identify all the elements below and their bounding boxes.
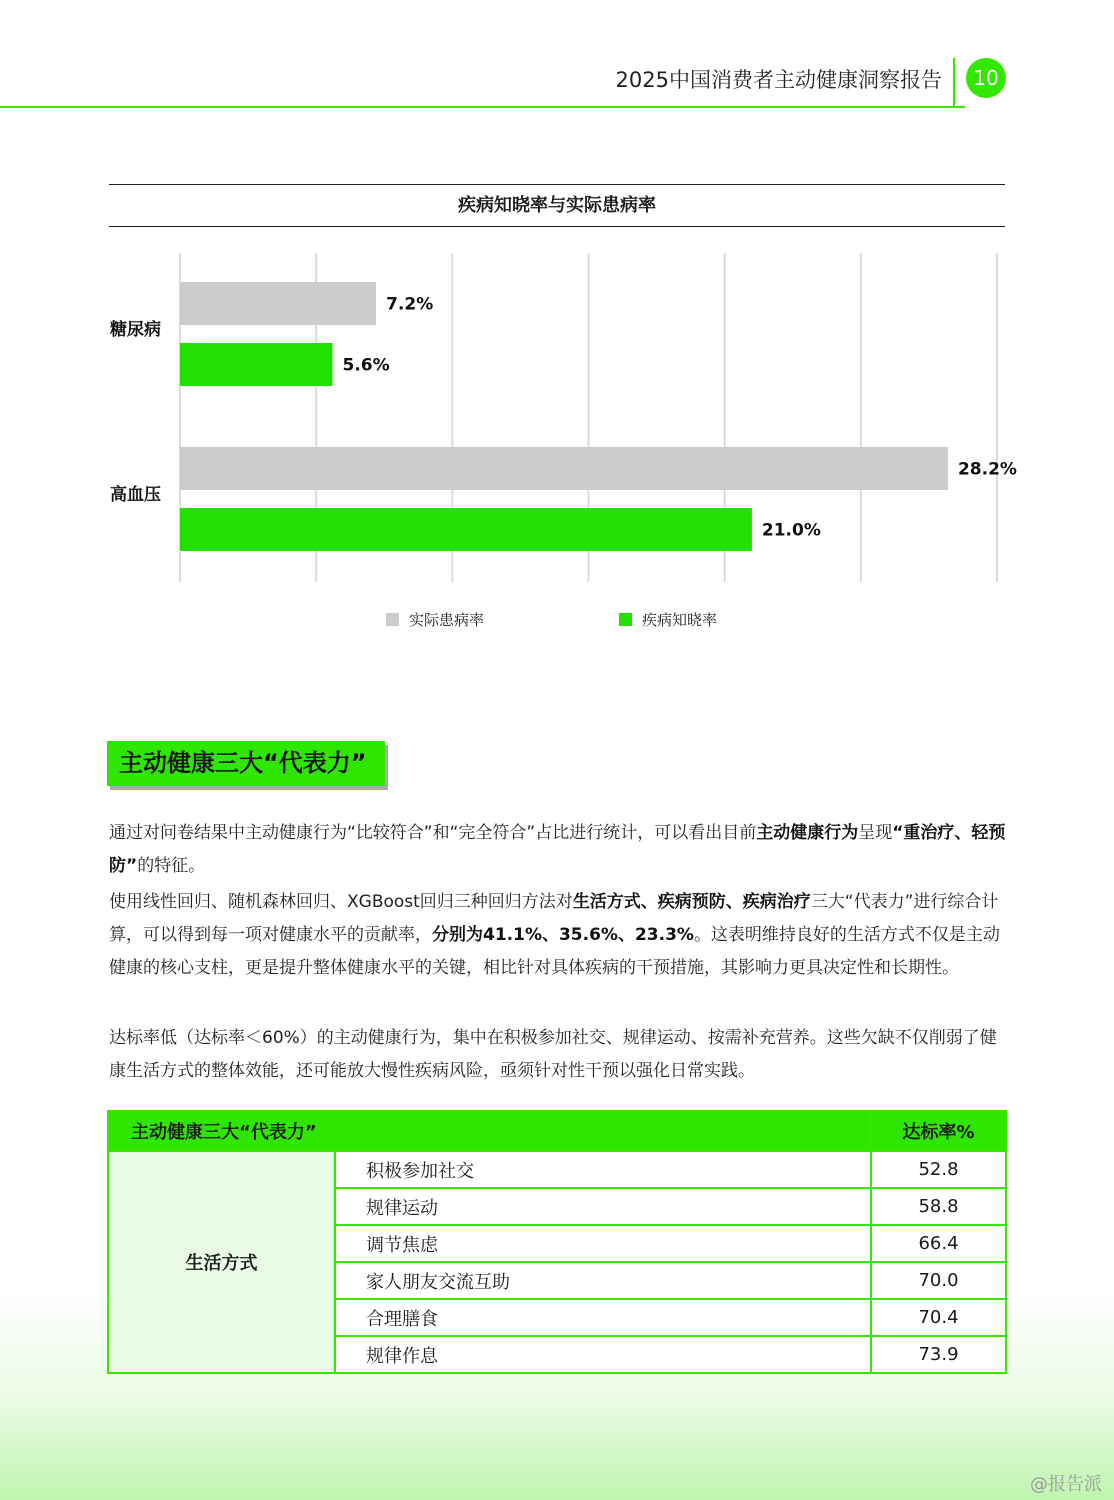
category-label: 高血压 <box>110 485 161 505</box>
table-header-rate: 达标率% <box>871 1111 1006 1151</box>
table-rate: 58.8 <box>871 1188 1006 1225</box>
table-rate: 70.4 <box>871 1299 1006 1336</box>
section-heading <box>107 741 385 786</box>
table-header-item: 主动健康三大“代表力” <box>108 1111 871 1151</box>
bar-value-label: 5.6% <box>342 355 390 376</box>
bar <box>180 282 376 325</box>
table-rate: 52.8 <box>871 1151 1006 1188</box>
legend-label: 实际患病率 <box>409 611 485 629</box>
table-category: 生活方式 <box>108 1151 335 1373</box>
bar-value-label: 28.2% <box>957 459 1017 480</box>
table-item: 规律运动 <box>335 1188 871 1225</box>
table-row <box>108 1151 1006 1188</box>
table-rate: 66.4 <box>871 1225 1006 1262</box>
page-number-badge: 10 <box>966 58 1006 98</box>
table-item: 调节焦虑 <box>335 1225 871 1262</box>
paragraph-3: 达标率低（达标率＜60%）的主动健康行为，集中在积极参加社交、规律运动、按需补充营养。这些欠缺不仅削弱了健康生活方式的整体效能，还可能放大慢性疾病风险，亟须针对性干预以强化日常实践。 <box>109 1028 997 1081</box>
paragraph-1: 通过对问卷结果中主动健康行为“比较符合”和“完全符合”占比进行统计，可以看出目前主动健康行为呈现“重治疗、轻预防”的特征。 <box>109 823 1006 876</box>
table-item: 规律作息 <box>335 1336 871 1373</box>
chart-title: 疾病知晓率与实际患病率 <box>109 184 1005 227</box>
legend-label: 疾病知晓率 <box>642 611 718 629</box>
legend-swatch <box>386 613 399 626</box>
bar-chart <box>0 0 1114 650</box>
table-rate: 73.9 <box>871 1336 1006 1373</box>
bar-value-label: 21.0% <box>761 520 821 541</box>
indicator-table <box>107 1110 1007 1374</box>
bar <box>180 447 948 490</box>
table-item: 积极参加社交 <box>335 1151 871 1188</box>
table-item: 合理膳食 <box>335 1299 871 1336</box>
paragraph-2: 使用线性回归、随机森林回归、XGBoost回归三种回归方法对生活方式、疾病预防、疾病治疗三大“代表力”进行综合计算，可以得到每一项对健康水平的贡献率，分别为41.1%、35.6%、23.3%。这表明维持良好的生活方式不仅是主动健康的核心支柱，更是提升整体健康水平的关键，相比针对具体疾病的干预措施，其影响力更具决定性和长期性。 <box>109 892 1000 978</box>
bar <box>180 343 333 386</box>
bar <box>180 508 752 551</box>
report-title: 2025中国消费者主动健康洞察报告 <box>615 68 942 92</box>
table-header-row <box>108 1111 1006 1151</box>
watermark: @报告派 <box>1030 1474 1102 1495</box>
bar-value-label: 7.2% <box>386 294 434 315</box>
category-label: 糖尿病 <box>110 320 161 340</box>
table-item: 家人朋友交流互助 <box>335 1262 871 1299</box>
section-heading-text: 主动健康三大“代表力” <box>119 749 367 777</box>
table-rate: 70.0 <box>871 1262 1006 1299</box>
legend-swatch <box>619 613 632 626</box>
